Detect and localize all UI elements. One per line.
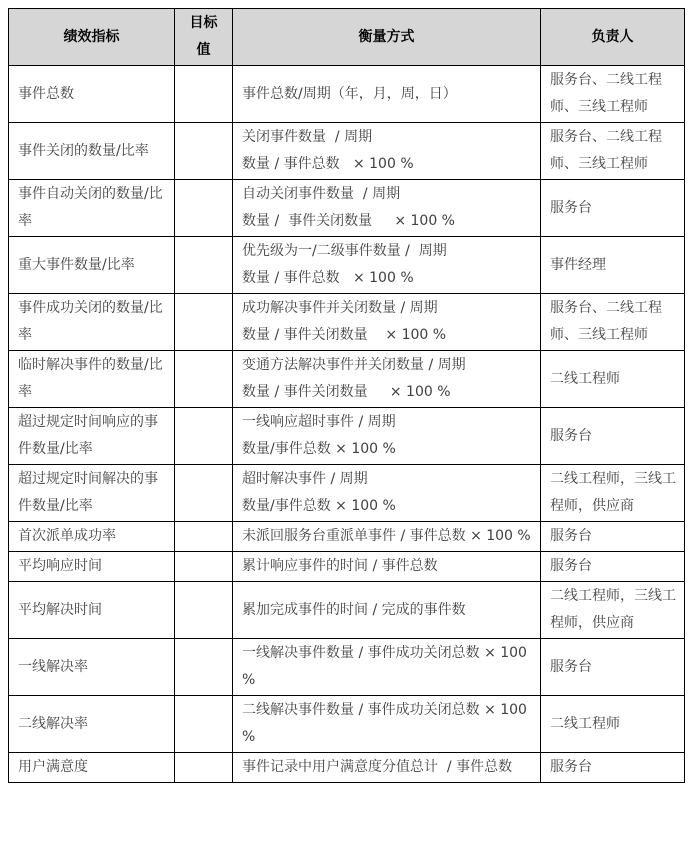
measure-line: 数量 / 事件关闭数量 × 100 % <box>242 213 455 229</box>
indicator-cell: 事件成功关闭的数量/比率 <box>9 294 175 351</box>
measure-cell <box>233 552 541 582</box>
indicator-cell: 用户满意度 <box>9 753 175 783</box>
measure-cell <box>233 123 541 180</box>
table-row <box>9 123 685 180</box>
table-row <box>9 522 685 552</box>
table-row <box>9 753 685 783</box>
measure-cell <box>233 66 541 123</box>
owner-cell: 服务台 <box>541 639 685 696</box>
owner-cell: 服务台 <box>541 408 685 465</box>
owner-cell: 服务台 <box>541 552 685 582</box>
table-row <box>9 465 685 522</box>
measure-cell <box>233 408 541 465</box>
measure-line: 数量/事件总数 × 100 % <box>242 441 396 457</box>
target-cell <box>175 237 233 294</box>
table-row <box>9 552 685 582</box>
measure-cell <box>233 753 541 783</box>
target-cell <box>175 294 233 351</box>
measure-line: 事件总数/周期（年，月，周，日） <box>242 85 457 102</box>
col-header-indicator: 绩效指标 <box>9 9 175 66</box>
measure-line: 数量/事件总数 × 100 % <box>242 498 396 514</box>
target-cell <box>175 123 233 180</box>
table-header <box>9 9 685 66</box>
target-cell <box>175 582 233 639</box>
col-header-target: 目标值 <box>175 9 233 66</box>
target-cell <box>175 639 233 696</box>
measure-line: 数量 / 事件关闭数量 × 100 % <box>242 327 447 343</box>
owner-cell: 事件经理 <box>541 237 685 294</box>
indicator-cell: 二线解决率 <box>9 696 175 753</box>
measure-line: 成功解决事件并关闭数量 / 周期 <box>242 300 438 316</box>
col-header-measure: 衡量方式 <box>233 9 541 66</box>
measure-cell <box>233 351 541 408</box>
measure-line: 未派回服务台重派单事件 / 事件总数 × 100 % <box>242 528 531 544</box>
measure-line: 数量 / 事件总数 × 100 % <box>242 270 414 286</box>
indicator-cell: 事件关闭的数量/比率 <box>9 123 175 180</box>
measure-line: 数量 / 事件总数 × 100 % <box>242 156 414 172</box>
indicator-cell: 一线解决率 <box>9 639 175 696</box>
owner-cell: 二线工程师，三线工程师，供应商 <box>541 465 685 522</box>
measure-line: 超时解决事件 / 周期 <box>242 471 368 487</box>
table-row <box>9 696 685 753</box>
owner-cell: 服务台、二线工程师、三线工程师 <box>541 294 685 351</box>
indicator-cell: 平均响应时间 <box>9 552 175 582</box>
measure-line: 二线解决事件数量 / 事件成功关闭总数 × 100 % <box>242 702 532 745</box>
indicator-cell: 平均解决时间 <box>9 582 175 639</box>
measure-cell <box>233 465 541 522</box>
owner-cell: 二线工程师 <box>541 351 685 408</box>
measure-line: 变通方法解决事件并关闭数量 / 周期 <box>242 357 466 373</box>
indicator-cell: 首次派单成功率 <box>9 522 175 552</box>
measure-line: 事件记录中用户满意度分值总计 / 事件总数 <box>242 759 513 775</box>
owner-cell: 服务台 <box>541 180 685 237</box>
measure-line: 一线响应超时事件 / 周期 <box>242 414 396 430</box>
table-row <box>9 66 685 123</box>
table-row <box>9 237 685 294</box>
measure-line: 一线解决事件数量 / 事件成功关闭总数 × 100 % <box>242 645 532 688</box>
table-row <box>9 408 685 465</box>
target-cell <box>175 351 233 408</box>
table-row <box>9 180 685 237</box>
target-cell <box>175 753 233 783</box>
table-row <box>9 582 685 639</box>
owner-cell: 二线工程师，三线工程师，供应商 <box>541 582 685 639</box>
target-cell <box>175 66 233 123</box>
table-row <box>9 351 685 408</box>
target-cell <box>175 465 233 522</box>
indicator-cell: 超过规定时间响应的事件数量/比率 <box>9 408 175 465</box>
measure-line: 自动关闭事件数量 / 周期 <box>242 186 401 202</box>
indicator-cell: 重大事件数量/比率 <box>9 237 175 294</box>
measure-line: 优先级为一/二级事件数量 / 周期 <box>242 243 447 259</box>
measure-cell <box>233 294 541 351</box>
measure-cell <box>233 237 541 294</box>
measure-cell <box>233 582 541 639</box>
target-cell <box>175 522 233 552</box>
target-cell <box>175 696 233 753</box>
measure-line: 累加完成事件的时间 / 完成的事件数 <box>242 601 466 618</box>
owner-cell: 服务台、二线工程师、三线工程师 <box>541 123 685 180</box>
table-row <box>9 639 685 696</box>
table-row <box>9 294 685 351</box>
measure-line: 关闭事件数量 / 周期 <box>242 129 373 145</box>
indicator-cell: 临时解决事件的数量/比率 <box>9 351 175 408</box>
kpi-table <box>8 8 685 783</box>
measure-line: 累计响应事件的时间 / 事件总数 <box>242 558 438 574</box>
target-cell <box>175 180 233 237</box>
col-header-owner: 负责人 <box>541 9 685 66</box>
indicator-cell: 事件总数 <box>9 66 175 123</box>
measure-line: 数量 / 事件关闭数量 × 100 % <box>242 384 451 400</box>
measure-cell <box>233 696 541 753</box>
owner-cell: 服务台 <box>541 522 685 552</box>
measure-cell <box>233 639 541 696</box>
owner-cell: 二线工程师 <box>541 696 685 753</box>
header-row <box>9 9 685 66</box>
owner-cell: 服务台、二线工程师、三线工程师 <box>541 66 685 123</box>
target-cell <box>175 408 233 465</box>
indicator-cell: 事件自动关闭的数量/比率 <box>9 180 175 237</box>
measure-cell <box>233 522 541 552</box>
table-body <box>9 66 685 783</box>
owner-cell: 服务台 <box>541 753 685 783</box>
target-cell <box>175 552 233 582</box>
measure-cell <box>233 180 541 237</box>
indicator-cell: 超过规定时间解决的事件数量/比率 <box>9 465 175 522</box>
